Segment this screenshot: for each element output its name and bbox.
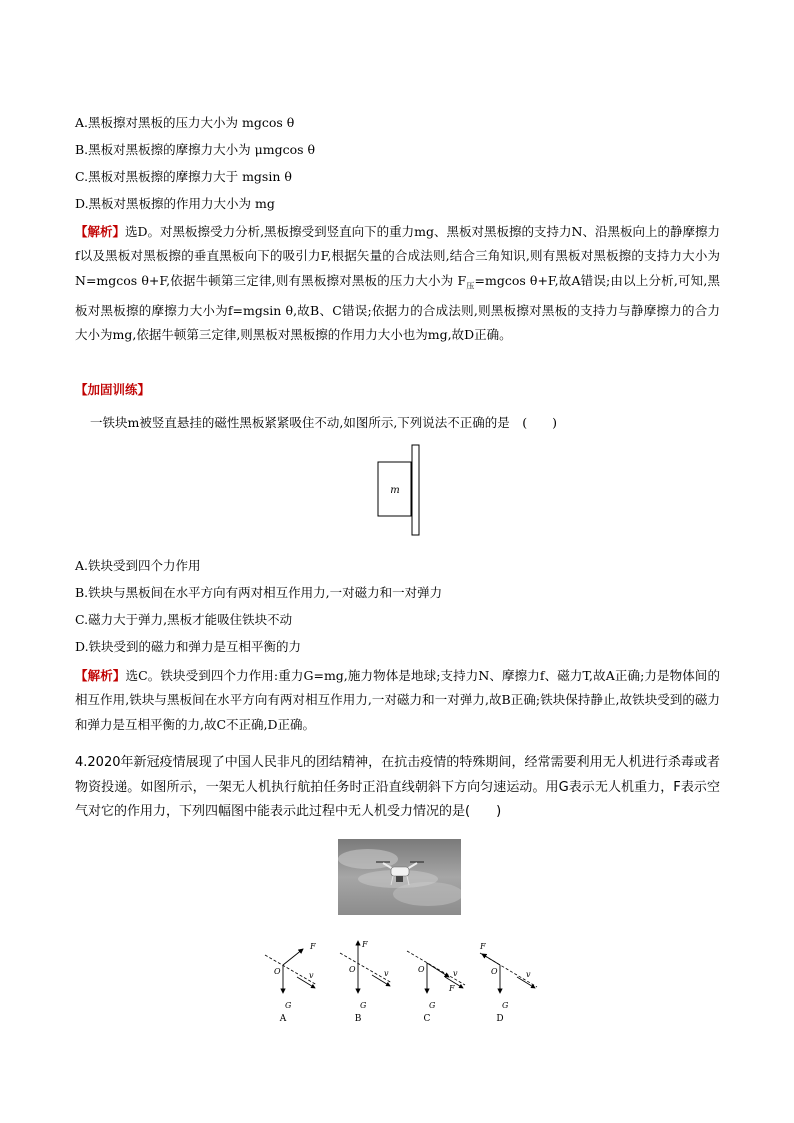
option-d-q3: D.黑板对黑板擦的作用力大小为 mg: [75, 196, 275, 211]
label-v-d: v: [526, 970, 531, 979]
label-option-c: C: [423, 1014, 431, 1024]
option-a-r: A.铁块受到四个力作用: [75, 558, 201, 573]
iron-block-figure: [377, 444, 422, 536]
label-f-d: F: [480, 942, 486, 951]
blackboard: [412, 445, 419, 535]
diagram-b: [340, 940, 392, 1024]
label-option-a: A: [279, 1014, 287, 1024]
subscript-press: 压: [466, 281, 475, 291]
analysis-tag: 【解析】: [75, 224, 126, 239]
label-o-b: O: [349, 965, 356, 974]
option-d-r: D.铁块受到的磁力和弹力是互相平衡的力: [75, 639, 302, 654]
reinforce-question: 一铁块m被竖直悬挂的磁性黑板紧紧吸住不动,如图所示,下列说法不正确的是 ( ): [90, 415, 558, 430]
option-b-r: B.铁块与黑板间在水平方向有两对相互作用力,一对磁力和一对弹力: [75, 585, 443, 600]
drone-photo: [338, 839, 461, 915]
label-g-b: G: [360, 1001, 367, 1010]
label-g-c: G: [429, 1001, 436, 1010]
label-o-d: O: [491, 967, 498, 976]
label-v-c: v: [453, 969, 458, 978]
reinforce-heading: 【加固训练】: [75, 382, 151, 397]
label-g-d: G: [502, 1001, 509, 1010]
diagram-d: [479, 942, 537, 1024]
diagram-a: [265, 942, 317, 1024]
label-option-d: D: [496, 1014, 504, 1024]
label-g-a: G: [285, 1001, 292, 1010]
label-o-c: O: [418, 965, 425, 974]
label-o-a: O: [274, 967, 281, 976]
analysis-text-b: =mgcos θ+F,故A错误;由以上分析,可知,黑板对黑板擦的摩擦力大小为f=mgsin θ,故B、C错误;依据力的合成法则,则黑板擦对黑板的支持力与静摩擦力的合力大小为mg,依据牛顿第三定律,则黑板对黑板擦的作用力大小也为mg,故D正确。: [75, 272, 720, 343]
option-a-q3: A.黑板擦对黑板的压力大小为 mgcos θ: [75, 115, 295, 130]
label-v-b: v: [384, 969, 389, 978]
label-f-b: F: [362, 940, 368, 949]
label-f-c: F: [449, 984, 455, 993]
label-v-a: v: [309, 971, 314, 980]
analysis-paragraph-2: [75, 664, 720, 737]
analysis-paragraph-1: [75, 220, 720, 348]
option-b-q3: B.黑板对黑板擦的摩擦力大小为 μmgcos θ: [75, 142, 316, 157]
question-4: 4.2020年新冠疫情展现了中国人民非凡的团结精神，在抗击疫情的特殊期间，经常需要利用无人机进行杀毒或者物资投递。如图所示，一架无人机执行航拍任务时正沿直线朝斜下方向匀速运动。用G表示无人机重力，F表示空气对它的作用力，下列四幅图中能表示此过程中无人机受力情况的是( ): [75, 755, 720, 819]
analysis-tag-2: 【解析】: [75, 668, 126, 683]
block-label: m: [390, 485, 400, 496]
option-c-r: C.磁力大于弹力,黑板才能吸住铁块不动: [75, 612, 293, 627]
label-option-b: B: [354, 1014, 362, 1024]
analysis-text-2: 选C。铁块受到四个力作用:重力G=mg,施力物体是地球;支持力N、摩擦力f、磁力T,故A正确;力是物体间的相互作用,铁块与黑板间在水平方向有两对相互作用力,一对磁力和一对弹力,故B正确;铁块保持静止,故铁块受到的磁力和弹力是互相平衡的力,故C不正确,D正确。: [75, 668, 720, 732]
diagram-c: [407, 951, 465, 1024]
option-c-q3: C.黑板对黑板擦的摩擦力大于 mgsin θ: [75, 169, 292, 184]
label-f-a: F: [310, 942, 316, 951]
analysis-text-a: 选D。对黑板擦受力分析,黑板擦受到竖直向下的重力mg、黑板对黑板擦的支持力N、沿黑板向上的静摩擦力f以及黑板对黑板擦的垂直黑板向下的吸引力F,根据矢量的合成法则,结合三角知识,则有黑板对黑板擦的支持力大小为N=mgcos θ+F,依据牛顿第三定律,则有黑板擦对黑板的压力大小为 F: [75, 224, 720, 288]
force-diagrams: [255, 935, 540, 1025]
